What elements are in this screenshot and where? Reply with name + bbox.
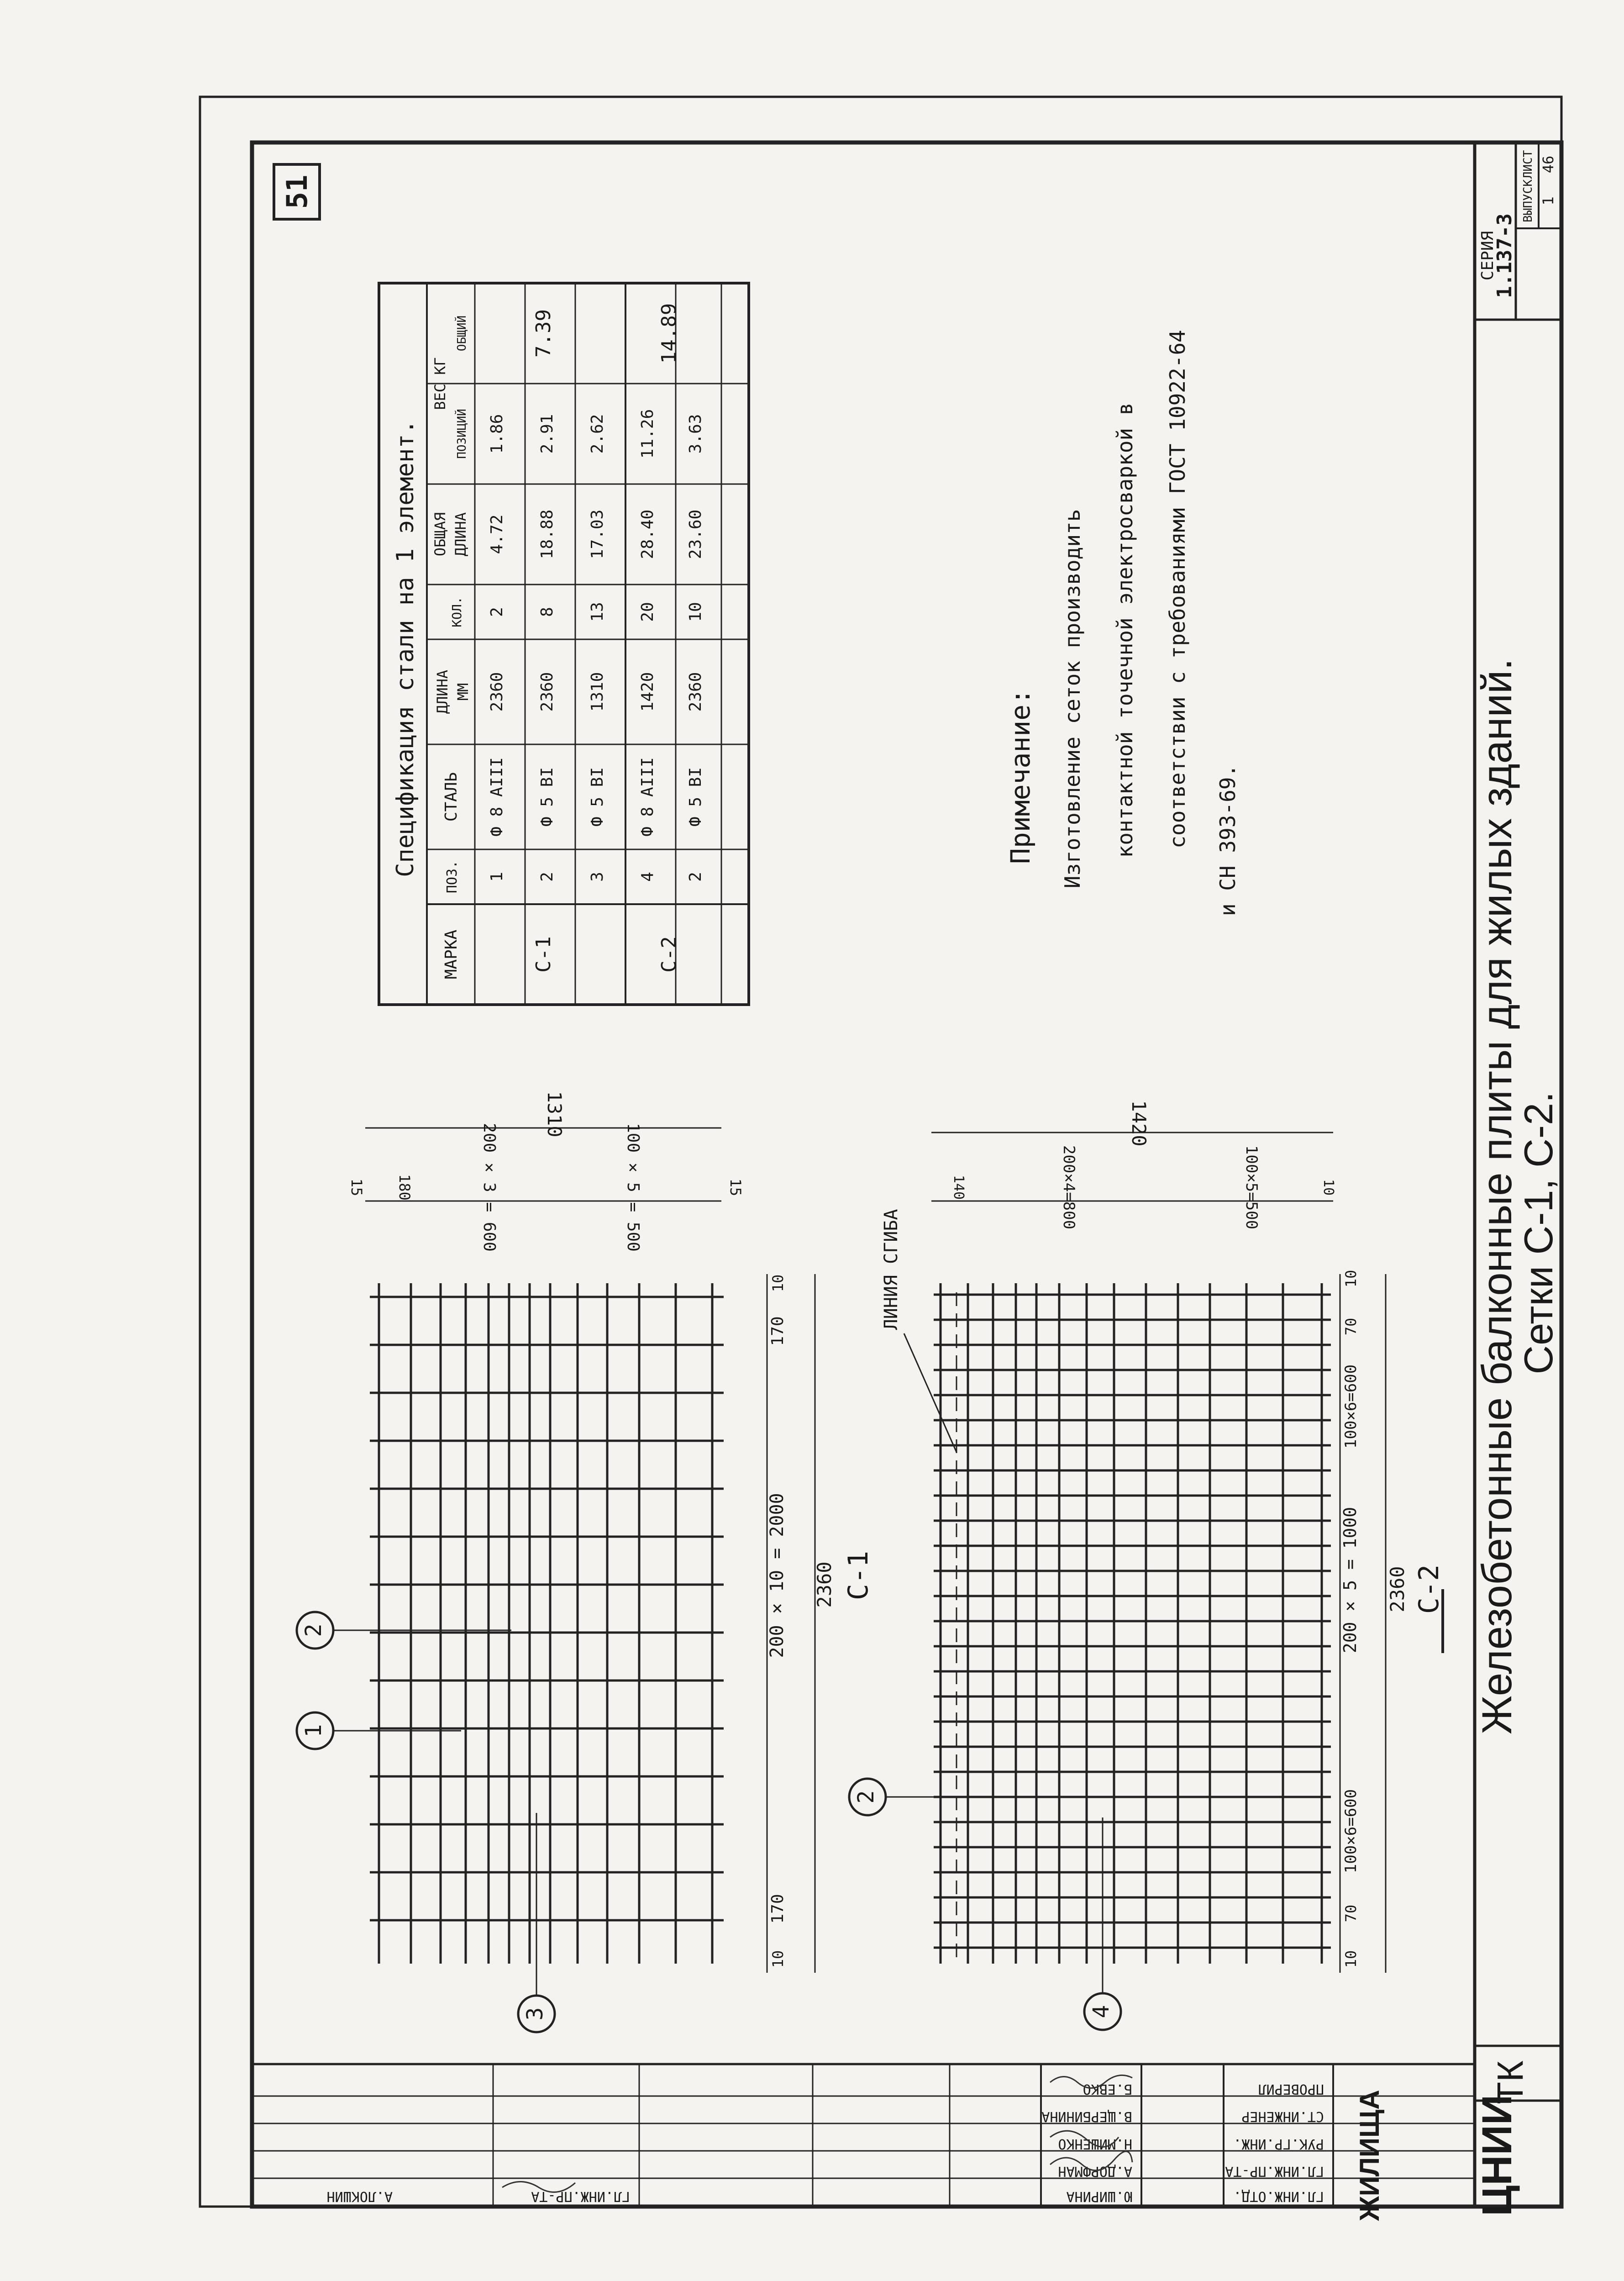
spec-total-c1: 7.39 bbox=[532, 309, 555, 358]
note-heading: Примечание: bbox=[1005, 688, 1036, 864]
note-line: контактной точечной электросваркой в bbox=[1113, 402, 1137, 858]
issue-label: ВЫПУСК bbox=[1521, 179, 1535, 222]
staff-role: СТ.ИНЖЕНЕР bbox=[1241, 2108, 1324, 2124]
spec-mark-c2: С-2 bbox=[657, 936, 681, 973]
spec-steel: Ф 5 ВI bbox=[686, 767, 705, 827]
spec-header-length: ДЛИНА bbox=[434, 669, 451, 714]
sheet-number: 51 bbox=[280, 174, 314, 209]
spec-total-length: 23.60 bbox=[686, 509, 705, 559]
staff-name: А.ЛОКШИН bbox=[326, 2188, 393, 2204]
mesh-c1-side-b: 200 × 3 = 600 bbox=[480, 1123, 499, 1252]
series-label: СЕРИЯ bbox=[1478, 231, 1497, 281]
spec-weight: 3.63 bbox=[686, 414, 705, 454]
staff-role: РУК.ГР.ИНЖ. bbox=[1233, 2136, 1324, 2152]
drawing-title: Железобетонные балконные плиты для жилых зданий. bbox=[1474, 658, 1520, 1734]
spec-total-length: 18.88 bbox=[538, 509, 557, 559]
spec-header-weight: ВЕС КГ bbox=[431, 357, 449, 410]
mesh-c2-bend-label: ЛИНИЯ СГИБА bbox=[881, 1209, 902, 1330]
spec-steel: Ф 8 АIII bbox=[638, 757, 657, 837]
mesh-c1-dim-mid: 200 × 10 = 2000 bbox=[767, 1493, 788, 1658]
staff-name: Ю.ШИРИНА bbox=[1066, 2188, 1132, 2204]
mesh-c2-dim-edge: 10 bbox=[1342, 1270, 1360, 1288]
mesh-c1-side-c: 180 bbox=[396, 1174, 413, 1201]
staff-name: В.ЩЕРБИНИНА bbox=[1041, 2108, 1132, 2124]
staff-role: ГЛ.ИНЖ.ПР-ТА bbox=[1225, 2163, 1324, 2179]
mesh-c1-side-total: 1310 bbox=[543, 1091, 566, 1138]
spec-qty: 8 bbox=[538, 607, 557, 617]
spec-header-length-unit: ММ bbox=[454, 683, 472, 701]
mesh-c1-side-e2: 15 bbox=[727, 1178, 744, 1196]
spec-header-weight-pos: ПОЗИЦИЙ bbox=[455, 409, 469, 459]
spec-total-length: 17.03 bbox=[588, 509, 607, 559]
spec-total-length: 4.72 bbox=[488, 514, 506, 554]
mesh-c2-grid bbox=[934, 1283, 1331, 1964]
mesh-c2-callout: 2 bbox=[853, 1790, 879, 1804]
spec-length: 1310 bbox=[588, 672, 607, 712]
spec-weight: 2.62 bbox=[588, 414, 607, 454]
spec-total-c2: 14.89 bbox=[657, 303, 681, 364]
spec-length: 2360 bbox=[488, 672, 506, 712]
spec-weight: 2.91 bbox=[538, 414, 557, 454]
spec-weight: 11.26 bbox=[638, 409, 657, 459]
outer-frame bbox=[200, 97, 1561, 2207]
spec-table bbox=[379, 283, 749, 1005]
spec-qty: 2 bbox=[488, 607, 506, 617]
spec-pos: 3 bbox=[588, 872, 607, 882]
mesh-c1-dim-right: 170 bbox=[768, 1316, 787, 1346]
mesh-c1-callout: 3 bbox=[522, 2007, 548, 2021]
spec-title: Спецификация стали на 1 элемент. bbox=[392, 420, 419, 877]
mesh-c2-side-e: 10 bbox=[1320, 1179, 1336, 1196]
mesh-c2 bbox=[849, 1100, 1445, 2030]
spec-length: 2360 bbox=[538, 672, 557, 712]
spec-length: 1420 bbox=[638, 672, 657, 712]
mesh-c2-side-b: 200×4=800 bbox=[1060, 1145, 1078, 1230]
mesh-c1-callout: 2 bbox=[301, 1623, 326, 1637]
spec-pos: 4 bbox=[638, 872, 657, 882]
mesh-c2-dim-s2: 70 bbox=[1342, 1317, 1360, 1336]
mesh-c1-side-e1: 15 bbox=[348, 1178, 365, 1196]
inner-frame bbox=[252, 142, 1561, 2207]
spec-header-total-length: ДЛИНА bbox=[452, 512, 469, 557]
spec-pos: 2 bbox=[686, 872, 705, 882]
note-block bbox=[1005, 330, 1240, 916]
mesh-c2-dim-left: 100×6=600 bbox=[1342, 1789, 1360, 1874]
spec-steel: Ф 5 ВI bbox=[538, 767, 557, 827]
issue-value: 1 bbox=[1540, 196, 1557, 205]
spec-header-steel: СТАЛЬ bbox=[442, 772, 461, 822]
mesh-c2-dim-edge: 10 bbox=[1342, 1950, 1360, 1968]
tk-label: ТК bbox=[1490, 2060, 1530, 2104]
note-line: и СН 393-69. bbox=[1215, 764, 1240, 917]
spec-mark-c1: С-1 bbox=[532, 936, 555, 973]
mesh-c2-label: С-2 bbox=[1413, 1564, 1445, 1614]
mesh-c1-label: С-1 bbox=[842, 1550, 874, 1601]
drawing-subtitle: Сетки С-1, С-2. bbox=[1516, 1091, 1561, 1375]
mesh-c1-grid bbox=[370, 1283, 724, 1964]
staff-role: ГЛ.ИНЖ.ОТД. bbox=[1233, 2188, 1324, 2204]
spec-steel: Ф 5 ВI bbox=[588, 767, 607, 827]
spec-header-qty: КОЛ. bbox=[449, 596, 464, 627]
spec-qty: 20 bbox=[638, 602, 657, 622]
spec-steel: Ф 8 АIII bbox=[488, 757, 506, 837]
mesh-c1-dim-edge: 10 bbox=[769, 1274, 787, 1292]
mesh-c2-callout: 4 bbox=[1088, 2005, 1114, 2018]
org-label: ЦНИИ bbox=[1474, 2095, 1520, 2216]
mesh-c2-dim-total: 2360 bbox=[1386, 1566, 1409, 1612]
staff-name: Б.ЕВКО bbox=[1083, 2081, 1132, 2097]
staff-table bbox=[252, 2064, 1475, 2207]
mesh-c2-side-a: 100×5=500 bbox=[1242, 1145, 1261, 1230]
spec-pos: 1 bbox=[488, 872, 506, 882]
spec-header-pos: ПОЗ. bbox=[444, 860, 460, 894]
sheet-value: 46 bbox=[1540, 155, 1557, 174]
spec-total-length: 28.40 bbox=[638, 509, 657, 559]
spec-weight: 1.86 bbox=[488, 414, 506, 454]
series-value: 1.137-3 bbox=[1493, 213, 1516, 298]
spec-qty: 10 bbox=[686, 602, 705, 622]
mesh-c2-side-total: 1420 bbox=[1128, 1100, 1150, 1147]
mesh-c1-callout: 1 bbox=[301, 1724, 326, 1738]
spec-length: 2360 bbox=[686, 672, 705, 712]
spec-header-mark: МАРКА bbox=[442, 929, 461, 980]
mesh-c2-dim-s1: 70 bbox=[1342, 1904, 1360, 1923]
spec-qty: 13 bbox=[588, 602, 607, 622]
staff-role: ПРОВЕРИЛ bbox=[1258, 2081, 1324, 2097]
note-line: соответствии с требованиями ГОСТ 10922-64 bbox=[1165, 330, 1190, 848]
mesh-c1 bbox=[297, 1091, 874, 2032]
mesh-c1-dim-left: 170 bbox=[768, 1894, 787, 1924]
staff-role: ГЛ.ИНЖ.ПР-ТА bbox=[531, 2188, 630, 2204]
mesh-c1-side-a: 100 × 5 = 500 bbox=[624, 1123, 642, 1252]
spec-header-total: ОБЩАЯ bbox=[431, 512, 449, 557]
mesh-c2-dim-mid: 200 × 5 = 1000 bbox=[1340, 1507, 1360, 1654]
spec-header-weight-total: ОБЩИЙ bbox=[455, 315, 469, 352]
sheet-label: ЛИСТ bbox=[1521, 150, 1535, 179]
staff-name: А.ДОРФМАН bbox=[1058, 2163, 1132, 2179]
mesh-c2-dim-right: 100×6=600 bbox=[1342, 1364, 1360, 1449]
spec-pos: 2 bbox=[538, 872, 557, 882]
staff-name: Н.МИШЕНКО bbox=[1058, 2136, 1132, 2152]
mesh-c1-dim-edge: 10 bbox=[769, 1950, 787, 1968]
mesh-c2-side-c: 140 bbox=[951, 1175, 967, 1200]
mesh-c1-dim-total: 2360 bbox=[813, 1561, 836, 1608]
org-name: ЖИЛИЩА bbox=[1354, 2090, 1385, 2221]
note-line: Изготовление сеток производить bbox=[1060, 509, 1085, 889]
